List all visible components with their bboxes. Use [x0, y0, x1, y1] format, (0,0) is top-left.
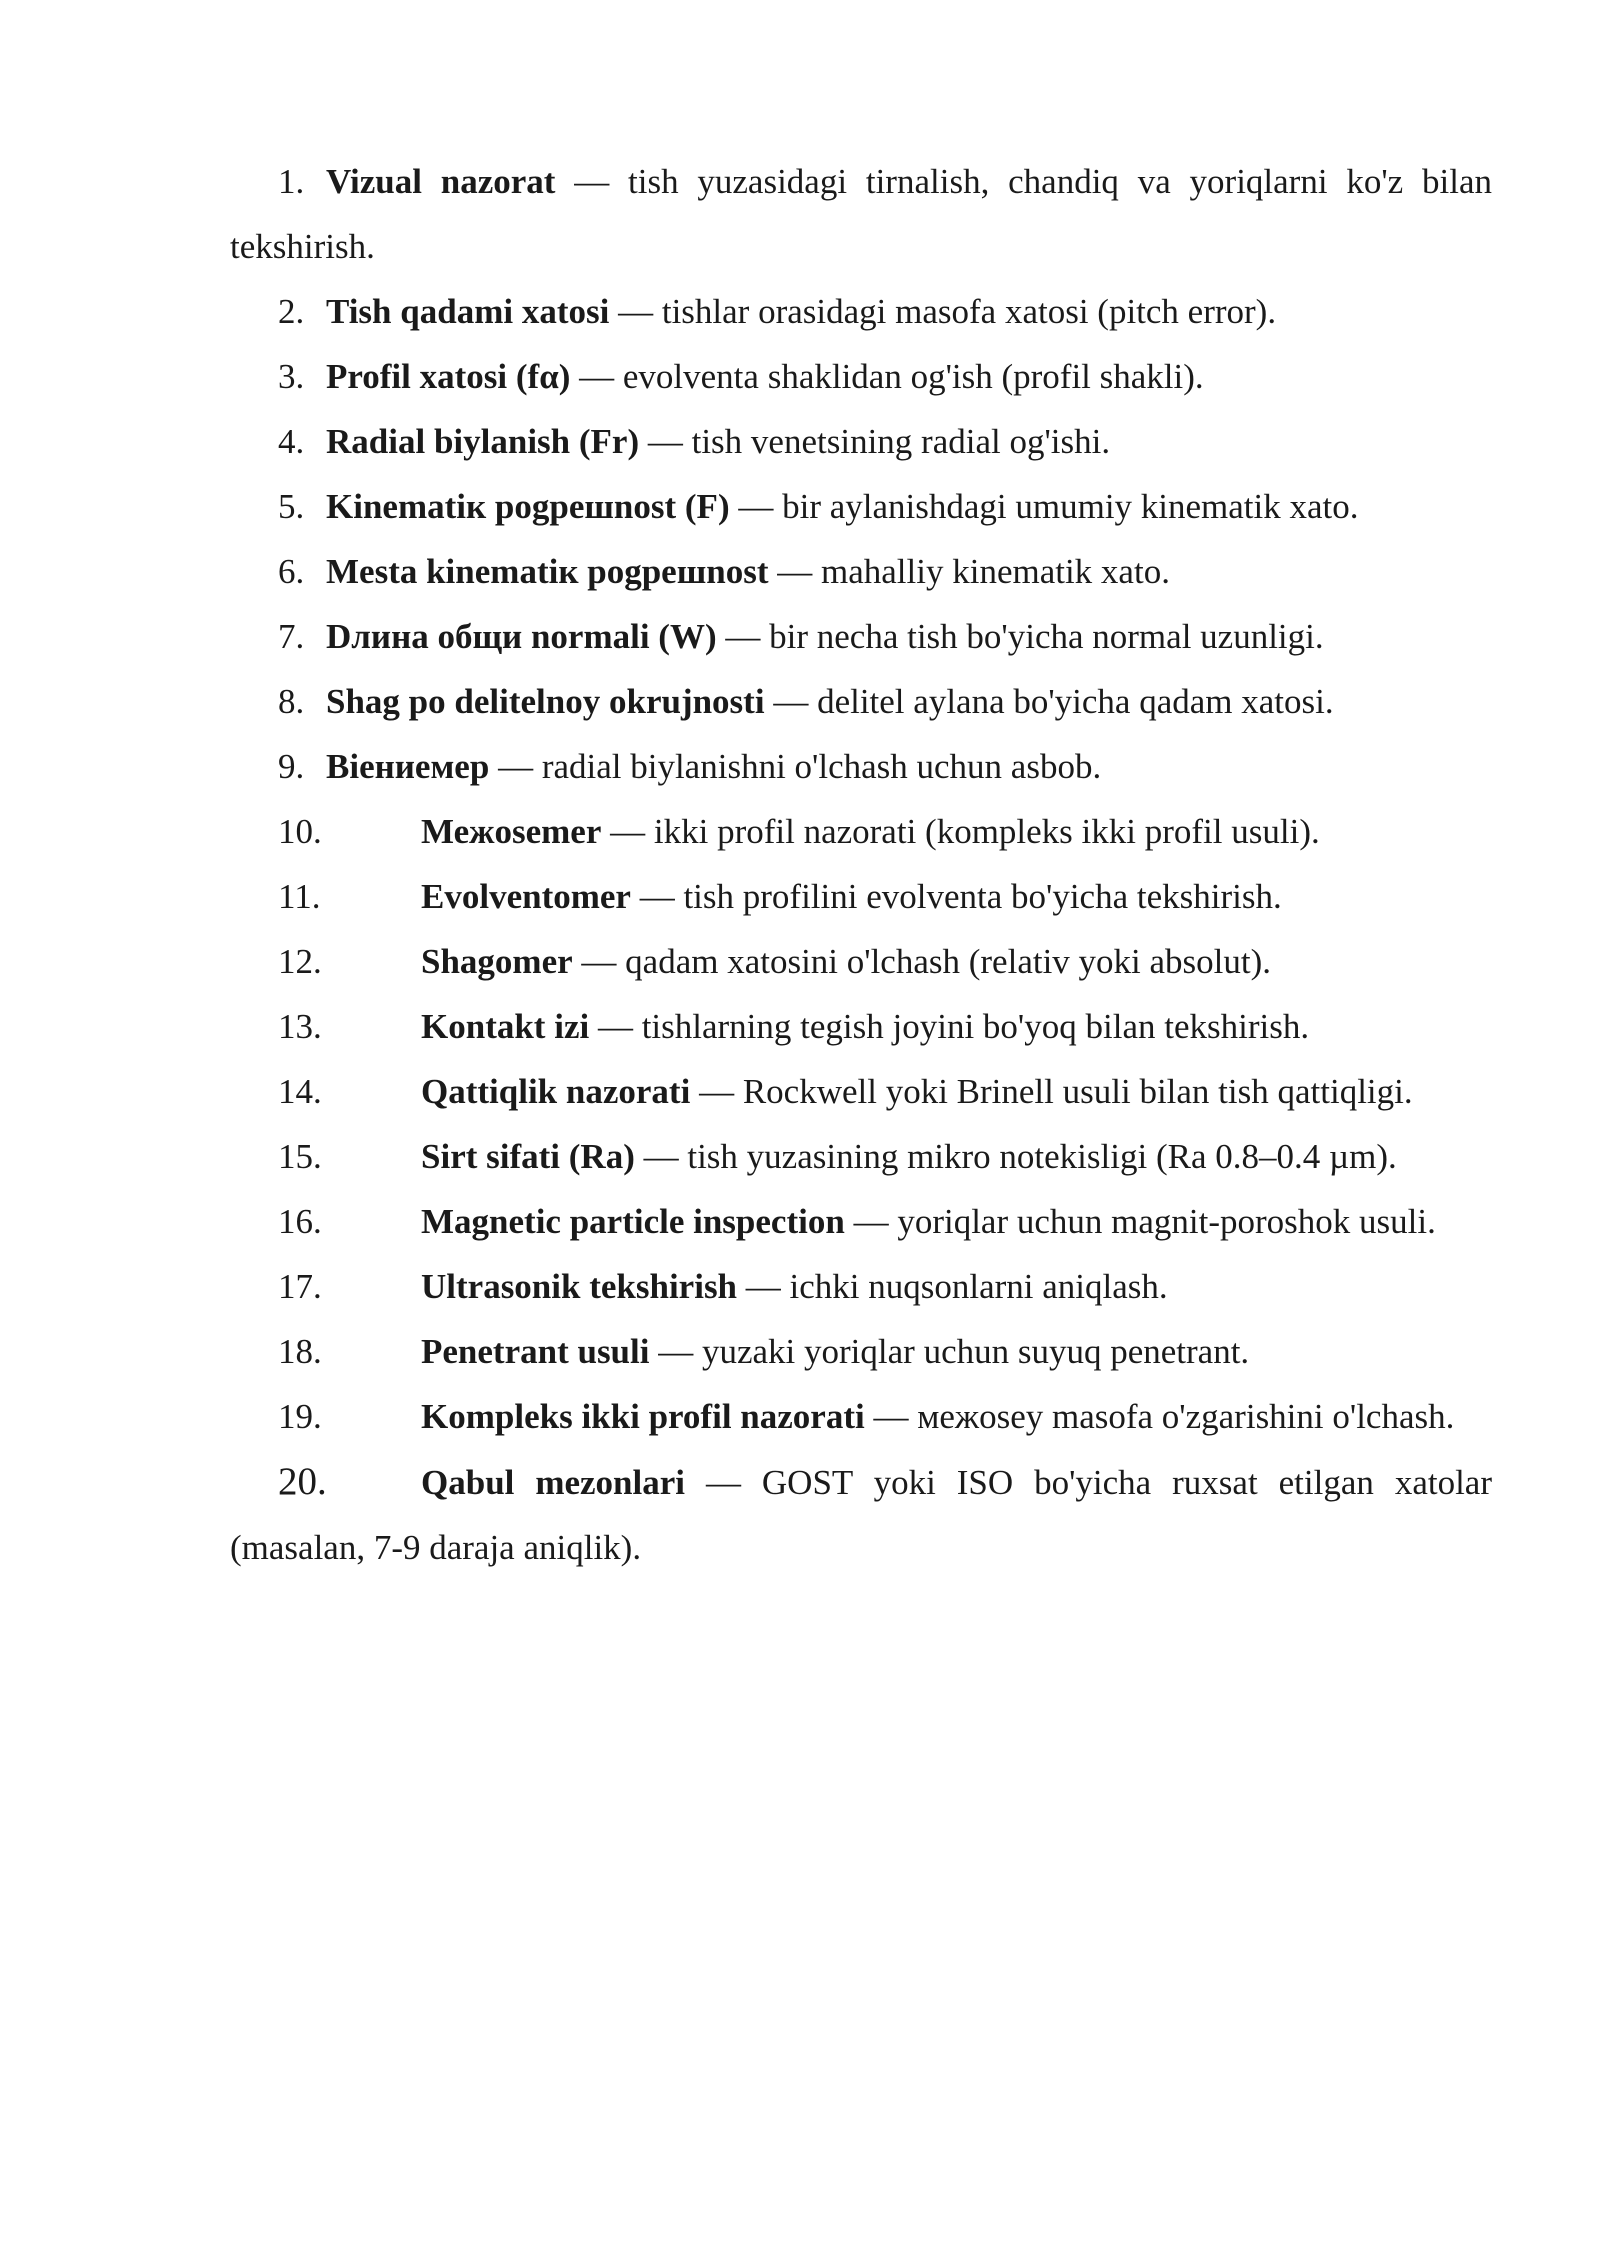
item-term: Mesta kinematiк pogрешnost — [326, 552, 769, 591]
list-item — [230, 344, 1492, 409]
item-term: Межosemer — [421, 812, 602, 851]
list-item — [230, 1449, 1492, 1580]
item-number: 1. — [278, 162, 305, 201]
list-item — [230, 669, 1492, 734]
item-number: 8. — [278, 682, 305, 721]
list-item — [230, 929, 1492, 994]
item-description: — Rockwell yoki Brinell usuli bilan tish qattiqligi. — [690, 1072, 1413, 1111]
item-term: Kontakt izi — [421, 1007, 590, 1046]
list-item — [230, 994, 1492, 1059]
item-number: 9. — [278, 747, 305, 786]
item-number: 18. — [278, 1332, 322, 1371]
list-item — [230, 539, 1492, 604]
list-item — [230, 1254, 1492, 1319]
item-term: Evolventomer — [421, 877, 631, 916]
item-description: — tish venetsining radial og'ishi. — [639, 422, 1111, 461]
item-number: 3. — [278, 357, 305, 396]
list-item — [230, 864, 1492, 929]
item-term: Shag po delitelnoy okrujnosti — [326, 682, 765, 721]
item-term: Radial biylanish (Fr) — [326, 422, 640, 461]
item-term: Kinematiк pogрешnost (F) — [326, 487, 730, 526]
item-number: 2. — [278, 292, 305, 331]
list-item — [230, 279, 1492, 344]
list-item — [230, 734, 1492, 799]
list-item — [230, 409, 1492, 474]
item-term: Shagomer — [421, 942, 573, 981]
item-number: 13. — [278, 1007, 322, 1046]
item-number: 11. — [278, 877, 321, 916]
list-item — [230, 1384, 1492, 1449]
item-number: 16. — [278, 1202, 322, 1241]
item-term: Penetrant usuli — [421, 1332, 650, 1371]
item-term: Magnetic particle inspection — [421, 1202, 845, 1241]
item-term: Kompleks ikki profil nazorati — [421, 1397, 865, 1436]
item-term: Vizual nazorat — [326, 162, 556, 201]
item-description: — ichki nuqsonlarni aniqlash. — [737, 1267, 1168, 1306]
item-term: Biениемер — [326, 747, 490, 786]
list-item — [230, 799, 1492, 864]
item-number: 19. — [278, 1397, 322, 1436]
item-term: Ultrasonik tekshirish — [421, 1267, 738, 1306]
item-description: — evolventa shaklidan og'ish (profil shakli). — [570, 357, 1204, 396]
item-description: — bir necha tish bo'yicha normal uzunligi. — [716, 617, 1324, 656]
item-number: 12. — [278, 942, 322, 981]
item-description: — GOST yoki ISO bo'yicha ruxsat etilgan xatolar (masalan, 7-9 daraja aniqlik). — [230, 1463, 1492, 1567]
item-description: — yuzaki yoriqlar uchun suyuq penetrant. — [649, 1332, 1250, 1371]
item-number: 20. — [278, 1460, 327, 1503]
item-number: 10. — [278, 812, 322, 851]
item-description: — radial biylanishni o'lchash uchun asbob. — [489, 747, 1102, 786]
item-term: Profil xatosi (fα) — [326, 357, 571, 396]
item-number: 4. — [278, 422, 305, 461]
list-item — [230, 1319, 1492, 1384]
item-number: 7. — [278, 617, 305, 656]
item-term: Tish qadami xatosi — [326, 292, 610, 331]
item-description: — tishlarning tegish joyini bo'yoq bilan tekshirish. — [589, 1007, 1310, 1046]
item-description: — tishlar orasidagi masofa xatosi (pitch error). — [609, 292, 1277, 331]
item-description: — delitel aylana bo'yicha qadam xatosi. — [764, 682, 1334, 721]
item-number: 6. — [278, 552, 305, 591]
list-item — [230, 1189, 1492, 1254]
item-term: Qattiqlik nazorati — [421, 1072, 691, 1111]
item-number: 15. — [278, 1137, 322, 1176]
item-description: — mahalliy kinematik xato. — [768, 552, 1170, 591]
item-description: — tish yuzasidagi tirnalish, chandiq va yoriqlarni ko'z bilan tekshirish. — [230, 162, 1492, 266]
list-item — [230, 149, 1492, 279]
item-description: — tish yuzasining mikro notekisligi (Ra 0.8–0.4 µm). — [634, 1137, 1397, 1176]
item-description: — yoriqlar uchun magnit-poroshok usuli. — [844, 1202, 1436, 1241]
item-description: — qadam xatosini o'lchash (relativ yoki absolut). — [572, 942, 1272, 981]
document-page — [230, 149, 1492, 1580]
item-description: — межosey masofa o'zgarishini o'lchash. — [864, 1397, 1455, 1436]
item-number: 14. — [278, 1072, 322, 1111]
item-description: — ikki profil nazorati (kompleks ikki profil usuli). — [601, 812, 1320, 851]
list-item — [230, 604, 1492, 669]
item-number: 17. — [278, 1267, 322, 1306]
item-description: — bir aylanishdagi umumiy kinematik xato. — [729, 487, 1359, 526]
item-term: Sirt sifati (Ra) — [421, 1137, 635, 1176]
item-number: 5. — [278, 487, 305, 526]
item-description: — tish profilini evolventa bo'yicha tekshirish. — [630, 877, 1282, 916]
list-item — [230, 474, 1492, 539]
item-term: Qabul mezonlari — [421, 1463, 685, 1502]
list-item — [230, 1059, 1492, 1124]
list-item — [230, 1124, 1492, 1189]
item-term: Dлина общи normali (W) — [326, 617, 717, 656]
